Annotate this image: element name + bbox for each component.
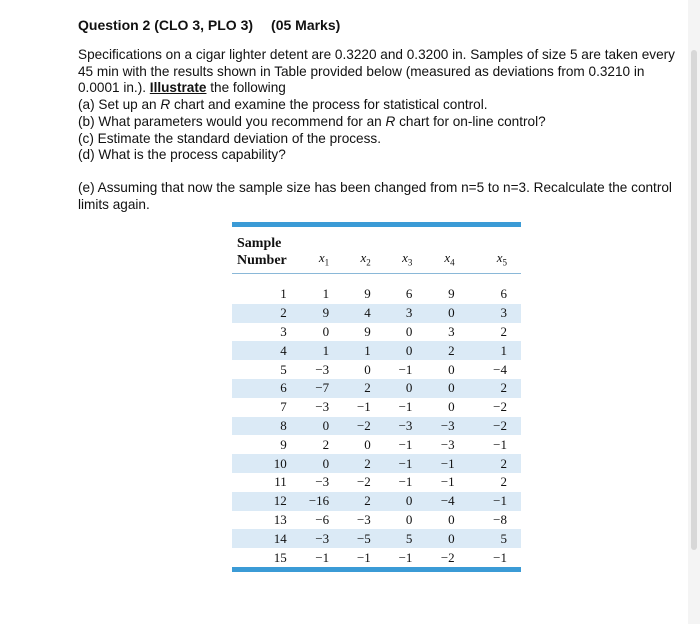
cell-sample-number: 2 (232, 304, 293, 323)
cell-x2: 0 (364, 361, 371, 377)
cell-x1: −3 (315, 474, 330, 490)
part-b-prefix: (b) What parameters would you recommend for an (78, 113, 386, 129)
header-x4-var: x (444, 250, 451, 266)
cell-x3: −3 (375, 417, 416, 436)
header-x4-sub: 4 (450, 258, 455, 268)
cell-x2: 1 (333, 341, 375, 360)
cell-x3: 6 (405, 286, 413, 302)
cell-x4: 0 (448, 361, 455, 377)
cell-x1: −3 (293, 529, 333, 548)
cell-x5: 2 (500, 323, 507, 339)
table-row (232, 511, 521, 530)
cell-x4: −3 (415, 417, 463, 436)
data-table-container (232, 222, 521, 572)
intro-text-2: the following (206, 80, 286, 96)
cell-sample-number: 5 (280, 361, 287, 377)
cell-x5: 1 (464, 341, 521, 360)
cell-sample-number: 3 (280, 323, 287, 339)
cell-x3: −1 (398, 361, 413, 377)
table-row (232, 285, 521, 304)
cell-x5: −4 (493, 361, 507, 377)
header-x2-sub: 2 (366, 258, 371, 268)
cell-x3: −1 (398, 436, 413, 452)
cell-sample-number: 9 (280, 436, 287, 452)
cell-x3: 3 (375, 304, 416, 323)
cell-x1: −16 (293, 492, 333, 511)
header-x5-var: x (496, 250, 503, 266)
question-title (78, 17, 678, 33)
header-x3-var: x (402, 250, 408, 266)
question-intro (78, 47, 678, 97)
header-spacer (232, 274, 521, 285)
cell-x5: 2 (464, 454, 521, 473)
header-sample-number (232, 227, 293, 274)
table-row (232, 548, 521, 567)
header-sample-line1: Sample (237, 236, 282, 251)
cell-x5: −1 (464, 492, 521, 511)
cell-x1: −6 (315, 511, 330, 527)
cell-x2: −1 (356, 549, 371, 565)
part-a-r: R (160, 97, 171, 113)
scrollbar-track[interactable] (688, 0, 700, 624)
cell-x3: −1 (398, 549, 413, 565)
table-row (232, 379, 521, 398)
cell-sample-number: 15 (273, 549, 287, 565)
cell-x2: 9 (364, 323, 371, 339)
cell-x2: 4 (333, 304, 375, 323)
cell-x2: 9 (364, 286, 371, 302)
question-marks: (05 Marks) (271, 17, 341, 33)
part-b (78, 114, 678, 131)
question-document (78, 8, 678, 213)
cell-x4: −2 (440, 549, 455, 565)
question-heading: Question 2 (CLO 3, PLO 3) (78, 17, 254, 33)
table-row (232, 529, 521, 548)
cell-x3: 0 (375, 379, 416, 398)
cell-x4: 3 (448, 323, 455, 339)
cell-x1: 0 (293, 454, 333, 473)
cell-x1: 1 (293, 341, 333, 360)
cell-sample-number: 12 (232, 492, 293, 511)
cell-x1: 1 (322, 286, 330, 302)
cell-x3: −1 (398, 399, 413, 415)
intro-keyword: Illustrate (149, 80, 207, 96)
cell-sample-number: 13 (273, 511, 287, 527)
cell-x2: 2 (333, 454, 375, 473)
cell-sample-number: 7 (280, 399, 287, 415)
cell-sample-number: 8 (232, 417, 293, 436)
cell-x3: −1 (375, 454, 416, 473)
part-b-suffix: chart for on-line control? (395, 113, 546, 129)
cell-x4: −4 (415, 492, 463, 511)
cell-sample-number: 6 (232, 379, 293, 398)
table-row (232, 435, 521, 454)
table-row (232, 323, 521, 342)
cell-x3: 5 (375, 529, 416, 548)
header-x2-var: x (360, 250, 367, 266)
table-row (232, 454, 521, 473)
cell-x2: −2 (333, 417, 375, 436)
header-x3 (375, 227, 416, 274)
cell-x1: −1 (315, 549, 330, 565)
cell-x2: −1 (356, 399, 371, 415)
cell-x3: −1 (398, 474, 413, 490)
table-row (232, 398, 521, 417)
cell-sample-number: 11 (274, 474, 287, 490)
part-d: (d) What is the process capability? (78, 147, 286, 163)
table-row (232, 417, 521, 436)
header-x5 (464, 227, 521, 274)
table-row (232, 341, 521, 360)
table-row (232, 492, 521, 511)
part-a (78, 97, 678, 114)
cell-x5: 2 (500, 474, 507, 490)
cell-x5: 2 (464, 379, 521, 398)
cell-x2: −3 (356, 511, 371, 527)
cell-x4: 0 (415, 304, 463, 323)
cell-x2: 2 (333, 492, 375, 511)
part-b-r: R (385, 113, 396, 129)
cell-x2: 0 (364, 436, 371, 452)
cell-x1: −3 (315, 399, 330, 415)
cell-x2: 2 (333, 379, 375, 398)
cell-x5: 5 (464, 529, 521, 548)
cell-x2: −2 (356, 474, 371, 490)
intro-text-1: Specifications on a cigar lighter detent are 0.3220 and 0.3200 in. Samples of size 5 are taken every 45 min with the results shown in Table provided below (measured as deviations from 0.3210 in 0.0001 in.). (78, 47, 675, 96)
table-row (232, 304, 521, 323)
sample-data-table (232, 227, 521, 567)
cell-x1: −3 (315, 361, 330, 377)
header-x1-var: x (318, 250, 325, 266)
cell-x4: 0 (415, 379, 463, 398)
cell-x3: 0 (375, 492, 416, 511)
cell-x4: −1 (415, 454, 463, 473)
cell-sample-number: 4 (232, 341, 293, 360)
table-bottom-bar (232, 567, 521, 572)
header-x1-sub: 1 (324, 258, 330, 268)
table-body (232, 285, 521, 567)
cell-x5: −2 (493, 399, 507, 415)
cell-x3: 0 (405, 323, 413, 339)
part-a-prefix: (a) Set up an (78, 97, 161, 113)
header-x5-sub: 5 (502, 258, 507, 268)
header-sample-line2: Number (237, 253, 287, 268)
part-e: (e) Assuming that now the sample size has been changed from n=5 to n=3. Recalculate the control limits again. (78, 179, 672, 212)
cell-sample-number: 14 (232, 529, 293, 548)
cell-x5: 6 (500, 286, 507, 302)
cell-x1: 0 (293, 417, 333, 436)
scrollbar-thumb[interactable] (691, 50, 697, 550)
table-row (232, 473, 521, 492)
cell-x5: 3 (464, 304, 521, 323)
cell-x3: 0 (405, 511, 413, 527)
header-x4 (415, 227, 463, 274)
cell-x5: −8 (493, 511, 507, 527)
cell-x5: −2 (464, 417, 521, 436)
cell-x5: −1 (493, 549, 507, 565)
cell-x4: −1 (440, 474, 455, 490)
cell-x3: 0 (375, 341, 416, 360)
table-row (232, 360, 521, 379)
cell-x1: 9 (293, 304, 333, 323)
cell-sample-number: 1 (280, 286, 287, 302)
cell-x2: −5 (333, 529, 375, 548)
cell-x4: 2 (415, 341, 463, 360)
header-x3-sub: 3 (407, 258, 413, 268)
question-parts-list (78, 97, 678, 164)
cell-x4: 0 (448, 511, 455, 527)
cell-x4: −3 (440, 436, 455, 452)
cell-x5: −1 (493, 436, 507, 452)
part-a-suffix: chart and examine the process for statistical control. (170, 97, 488, 113)
cell-x4: 9 (448, 286, 455, 302)
header-x1 (293, 227, 333, 274)
cell-x1: −7 (293, 379, 333, 398)
cell-x1: 2 (322, 436, 330, 452)
cell-x1: 0 (322, 323, 330, 339)
cell-x4: 0 (448, 399, 455, 415)
header-x2 (333, 227, 375, 274)
cell-sample-number: 10 (232, 454, 293, 473)
part-c: (c) Estimate the standard deviation of the process. (78, 130, 381, 146)
cell-x4: 0 (415, 529, 463, 548)
